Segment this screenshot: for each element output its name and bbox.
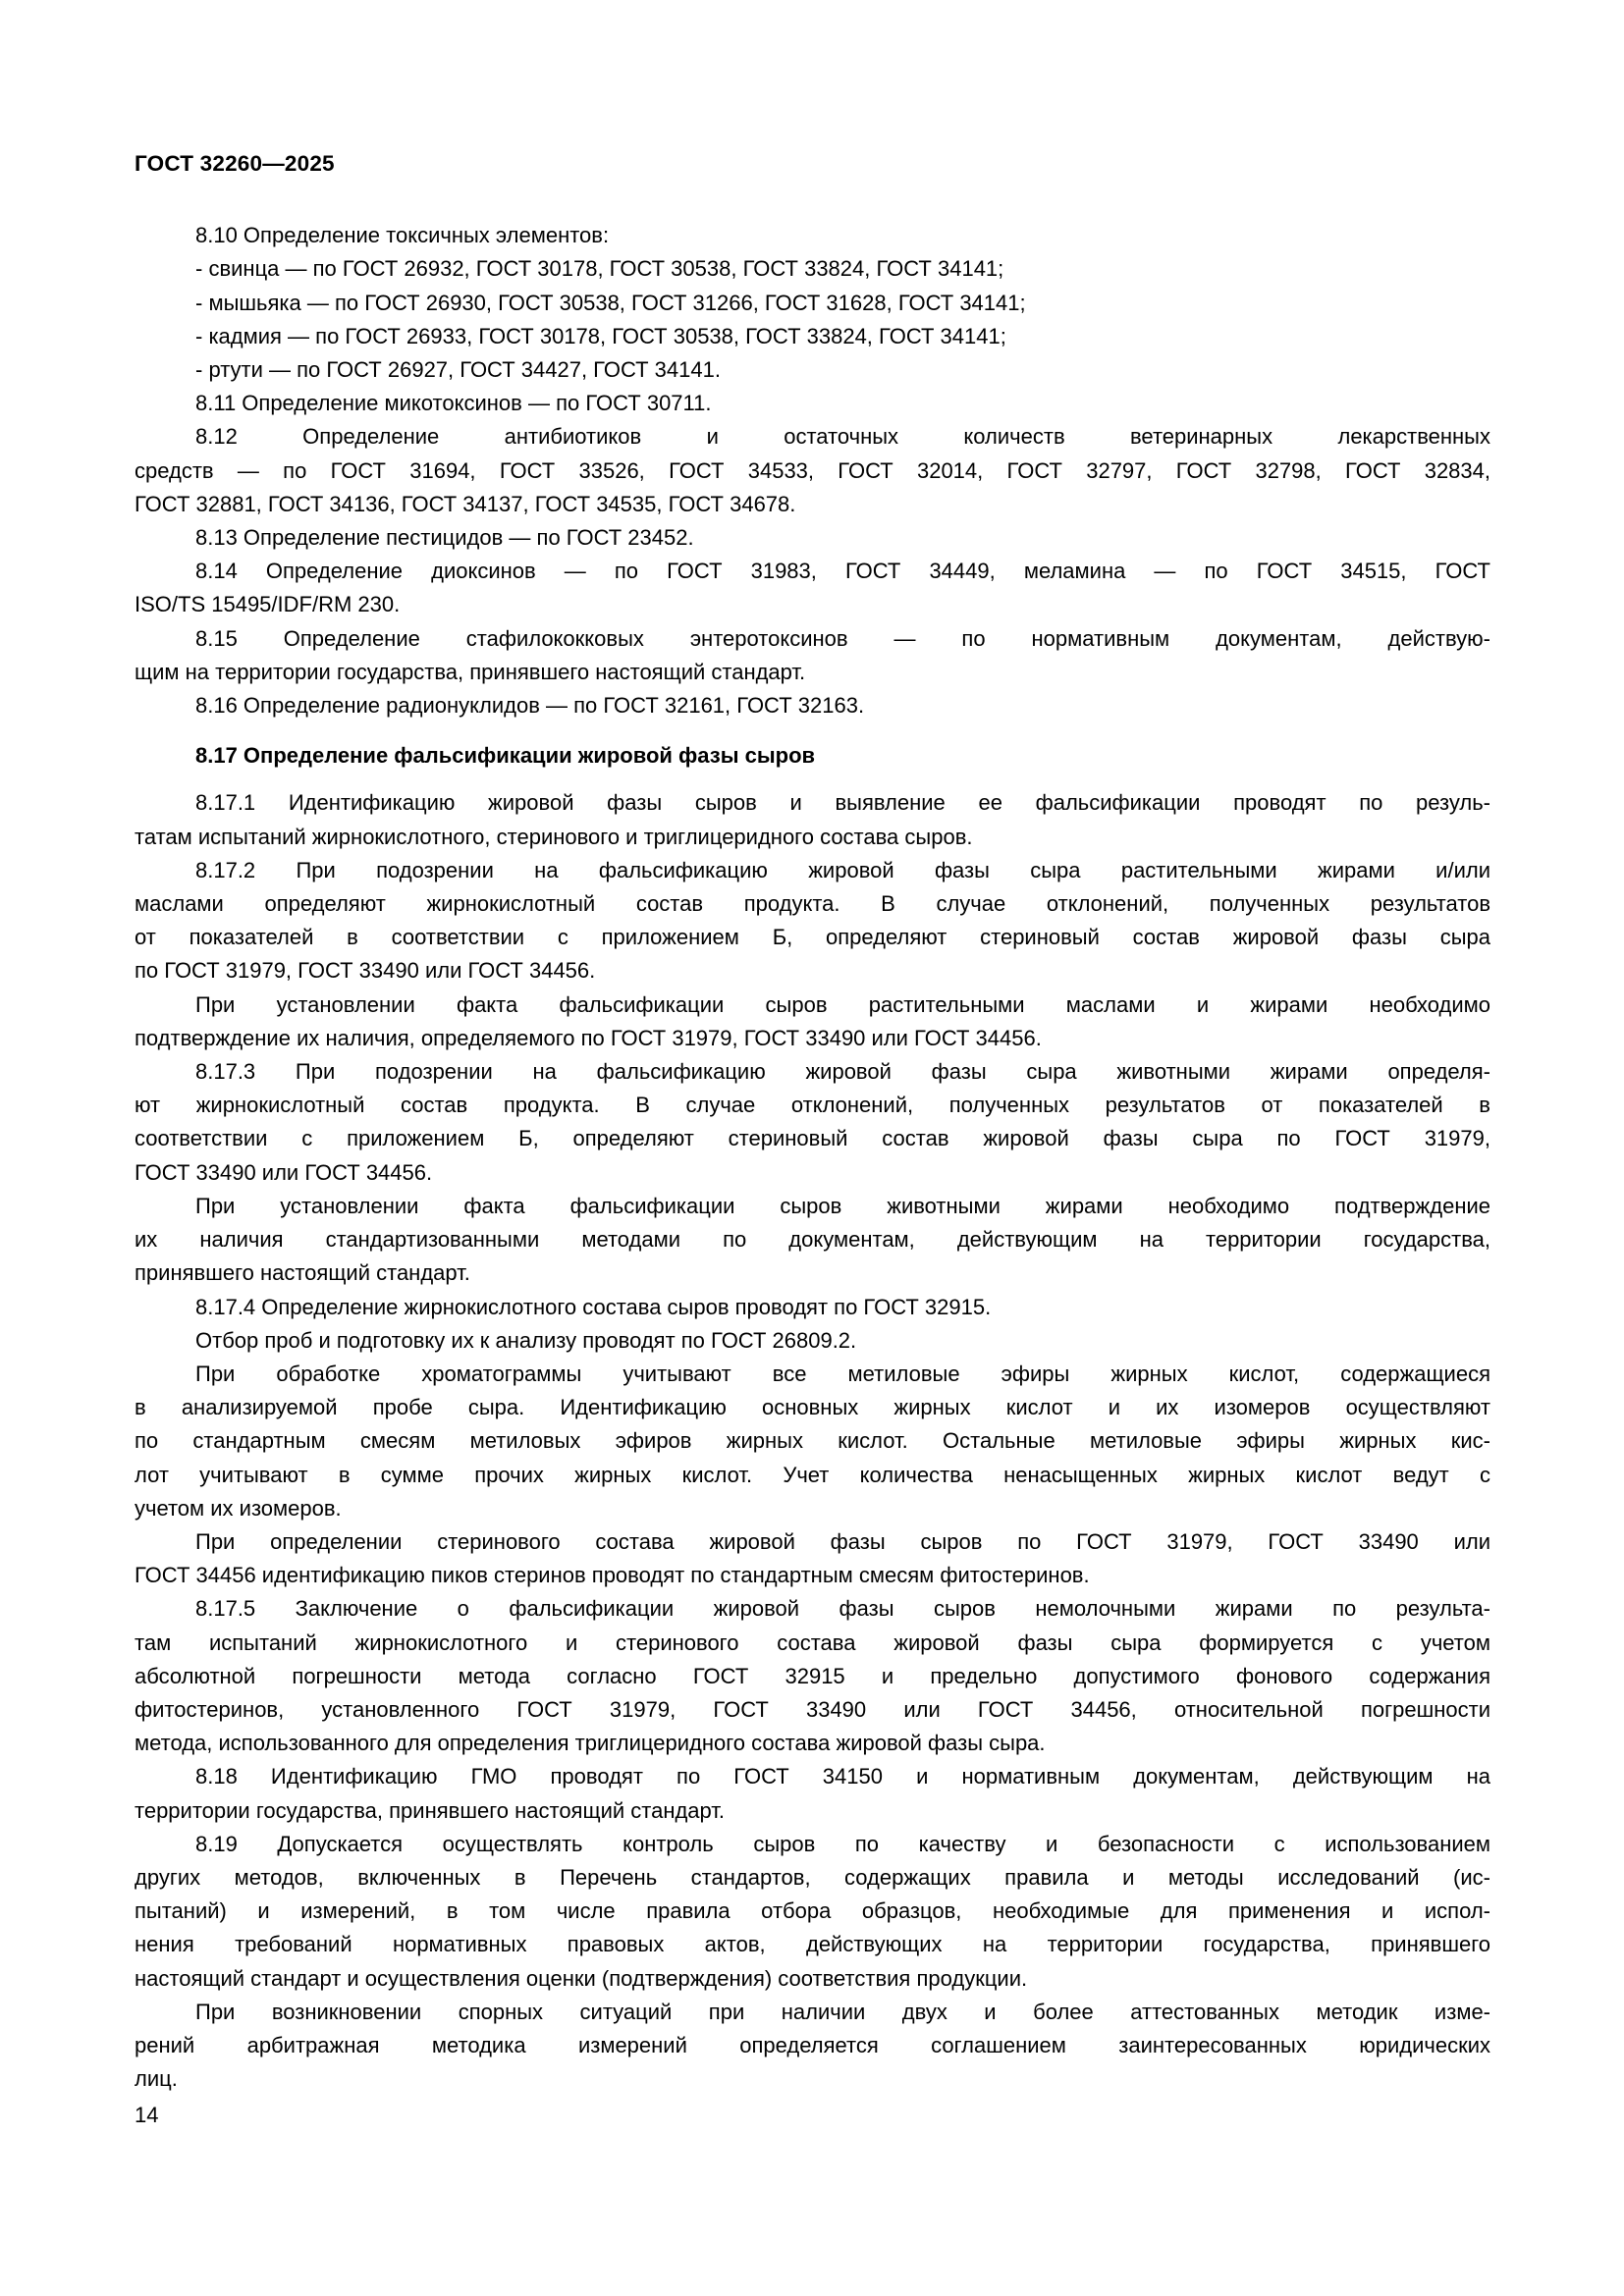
- text-line: При обработке хроматограммы учитывают все метиловые эфиры жирных кислот, содержащиеся: [195, 1361, 1490, 1386]
- text-line: лиц.: [135, 2066, 178, 2092]
- text-line: 8.18 Идентификацию ГМО проводят по ГОСТ 34150 и нормативным документам, действующим на: [195, 1764, 1490, 1789]
- text-line: соответствии с приложением Б, определяют стериновый состав жировой фазы сыра по ГОСТ 31979,: [135, 1126, 1490, 1151]
- paragraph: [135, 387, 1490, 420]
- text-line: При установлении факта фальсификации сыров животными жирами необходимо подтверждение: [195, 1193, 1490, 1218]
- text-line: Отбор проб и подготовку их к анализу проводят по ГОСТ 26809.2.: [195, 1327, 857, 1353]
- text-line: 8.17 Определение фальсификации жировой фазы сыров: [195, 743, 816, 769]
- text-line: При возникновении спорных ситуаций при наличии двух и более аттестованных методик изме-: [195, 1999, 1490, 2024]
- text-line: ют жирнокислотный состав продукта. В случае отклонений, полученных результатов от показателей в: [135, 1093, 1490, 1118]
- paragraph: [135, 622, 1490, 689]
- text-line: 8.17.1 Идентификацию жировой фазы сыров и выявление ее фальсификации проводят по резуль-: [195, 790, 1490, 816]
- document-body: [135, 219, 1490, 2096]
- text-line: 8.12 Определение антибиотиков и остаточных количеств ветеринарных лекарственных: [195, 424, 1490, 450]
- paragraph: [135, 320, 1490, 353]
- text-line: 8.10 Определение токсичных элементов:: [195, 223, 610, 248]
- text-line: их наличия стандартизованными методами по документам, действующим на территории государства,: [135, 1227, 1490, 1253]
- text-line: от показателей в соответствии с приложением Б, определяют стериновый состав жировой фазы сыра: [135, 925, 1490, 950]
- text-line: - мышьяка — по ГОСТ 26930, ГОСТ 30538, ГОСТ 31266, ГОСТ 31628, ГОСТ 34141;: [195, 290, 1026, 315]
- text-line: фитостеринов, установленного ГОСТ 31979, ГОСТ 33490 или ГОСТ 34456, относительной погрешности: [135, 1696, 1490, 1722]
- text-line: абсолютной погрешности метода согласно ГОСТ 32915 и предельно допустимого фонового содержания: [135, 1663, 1490, 1688]
- text-line: 8.11 Определение микотоксинов — по ГОСТ 30711.: [195, 391, 712, 416]
- text-line: рений арбитражная методика измерений определяется соглашением заинтересованных юридических: [135, 2032, 1490, 2057]
- paragraph: [135, 1358, 1490, 1525]
- text-line: 8.13 Определение пестицидов — по ГОСТ 23452.: [195, 525, 694, 551]
- paragraph: [135, 420, 1490, 521]
- text-line: - ртути — по ГОСТ 26927, ГОСТ 34427, ГОСТ 34141.: [195, 357, 721, 383]
- text-line: метода, использованного для определения триглицеридного состава жировой фазы сыра.: [135, 1731, 1046, 1756]
- text-line: средств — по ГОСТ 31694, ГОСТ 33526, ГОСТ 34533, ГОСТ 32014, ГОСТ 32797, ГОСТ 32798, ГОСТ 32834,: [135, 457, 1490, 483]
- paragraph: [135, 1525, 1490, 1592]
- text-line: 8.17.5 Заключение о фальсификации жировой фазы сыров немолочными жирами по результа-: [195, 1596, 1490, 1622]
- text-line: - кадмия — по ГОСТ 26933, ГОСТ 30178, ГОСТ 30538, ГОСТ 33824, ГОСТ 34141;: [195, 323, 1006, 348]
- text-line: подтверждение их наличия, определяемого по ГОСТ 31979, ГОСТ 33490 или ГОСТ 34456.: [135, 1025, 1042, 1050]
- paragraph: [135, 854, 1490, 988]
- text-line: 8.17.4 Определение жирнокислотного состава сыров проводят по ГОСТ 32915.: [195, 1294, 992, 1319]
- text-line: 8.17.3 При подозрении на фальсификацию жировой фазы сыра животными жирами определя-: [195, 1059, 1490, 1085]
- text-line: 8.16 Определение радионуклидов — по ГОСТ 32161, ГОСТ 32163.: [195, 693, 865, 719]
- text-line: ГОСТ 32881, ГОСТ 34136, ГОСТ 34137, ГОСТ 34535, ГОСТ 34678.: [135, 491, 796, 516]
- page-number: 14: [135, 2103, 159, 2128]
- text-line: 8.14 Определение диоксинов — по ГОСТ 31983, ГОСТ 34449, меламина — по ГОСТ 34515, ГОСТ: [195, 559, 1490, 584]
- paragraph: [135, 1055, 1490, 1190]
- paragraph: [135, 689, 1490, 722]
- text-line: лот учитывают в сумме прочих жирных кислот. Учет количества ненасыщенных жирных кислот ведут с: [135, 1462, 1490, 1487]
- paragraph: [135, 555, 1490, 621]
- paragraph: [135, 1996, 1490, 2097]
- paragraph: [135, 521, 1490, 555]
- text-line: там испытаний жирнокислотного и стеринового состава жировой фазы сыра формируется с учетом: [135, 1629, 1490, 1655]
- text-line: других методов, включенных в Перечень стандартов, содержащих правила и методы исследований (ис-: [135, 1864, 1490, 1890]
- text-line: пытаний) и измерений, в том числе правила отбора образцов, необходимые для применения и испол-: [135, 1898, 1490, 1924]
- paragraph: [135, 786, 1490, 853]
- text-line: При определении стеринового состава жировой фазы сыров по ГОСТ 31979, ГОСТ 33490 или: [195, 1528, 1490, 1554]
- paragraph: [135, 1592, 1490, 1760]
- text-line: ISO/TS 15495/IDF/RM 230.: [135, 592, 401, 617]
- text-line: 8.19 Допускается осуществлять контроль сыров по качеству и безопасности с использованием: [195, 1831, 1490, 1856]
- text-line: татам испытаний жирнокислотного, стеринового и триглицеридного состава сыров.: [135, 824, 973, 849]
- text-line: принявшего настоящий стандарт.: [135, 1260, 470, 1286]
- text-line: нения требований нормативных правовых актов, действующих на территории государства, принявшего: [135, 1932, 1490, 1957]
- paragraph: [135, 988, 1490, 1055]
- paragraph: [135, 219, 1490, 252]
- paragraph: [135, 287, 1490, 320]
- text-line: настоящий стандарт и осуществления оценки (подтверждения) соответствия продукции.: [135, 1965, 1028, 1991]
- text-line: - свинца — по ГОСТ 26932, ГОСТ 30178, ГОСТ 30538, ГОСТ 33824, ГОСТ 34141;: [195, 256, 1004, 282]
- paragraph: [135, 1760, 1490, 1827]
- paragraph: [135, 1190, 1490, 1291]
- paragraph: [135, 252, 1490, 286]
- text-line: щим на территории государства, принявшего настоящий стандарт.: [135, 659, 806, 684]
- text-line: ГОСТ 34456 идентификацию пиков стеринов проводят по стандартным смесям фитостеринов.: [135, 1563, 1090, 1588]
- text-line: территории государства, принявшего настоящий стандарт.: [135, 1797, 726, 1823]
- text-line: 8.17.2 При подозрении на фальсификацию жировой фазы сыра растительными жирами и/или: [195, 857, 1490, 882]
- text-line: При установлении факта фальсификации сыров растительными маслами и жирами необходимо: [195, 991, 1490, 1017]
- paragraph: [135, 1291, 1490, 1324]
- text-line: 8.15 Определение стафилококковых энтеротоксинов — по нормативным документам, действую-: [195, 625, 1490, 651]
- section-heading: [135, 739, 1490, 773]
- text-line: ГОСТ 33490 или ГОСТ 34456.: [135, 1159, 433, 1185]
- document-header: ГОСТ 32260—2025: [135, 151, 335, 176]
- paragraph: [135, 1828, 1490, 1996]
- text-line: в анализируемой пробе сыра. Идентификацию основных жирных кислот и их изомеров осуществляют: [135, 1395, 1490, 1420]
- paragraph: [135, 1324, 1490, 1358]
- text-line: по ГОСТ 31979, ГОСТ 33490 или ГОСТ 34456.: [135, 958, 596, 984]
- text-line: учетом их изомеров.: [135, 1495, 342, 1521]
- paragraph: [135, 353, 1490, 387]
- text-line: по стандартным смесям метиловых эфиров жирных кислот. Остальные метиловые эфиры жирных кис-: [135, 1428, 1490, 1454]
- text-line: маслами определяют жирнокислотный состав продукта. В случае отклонений, полученных результатов: [135, 891, 1490, 917]
